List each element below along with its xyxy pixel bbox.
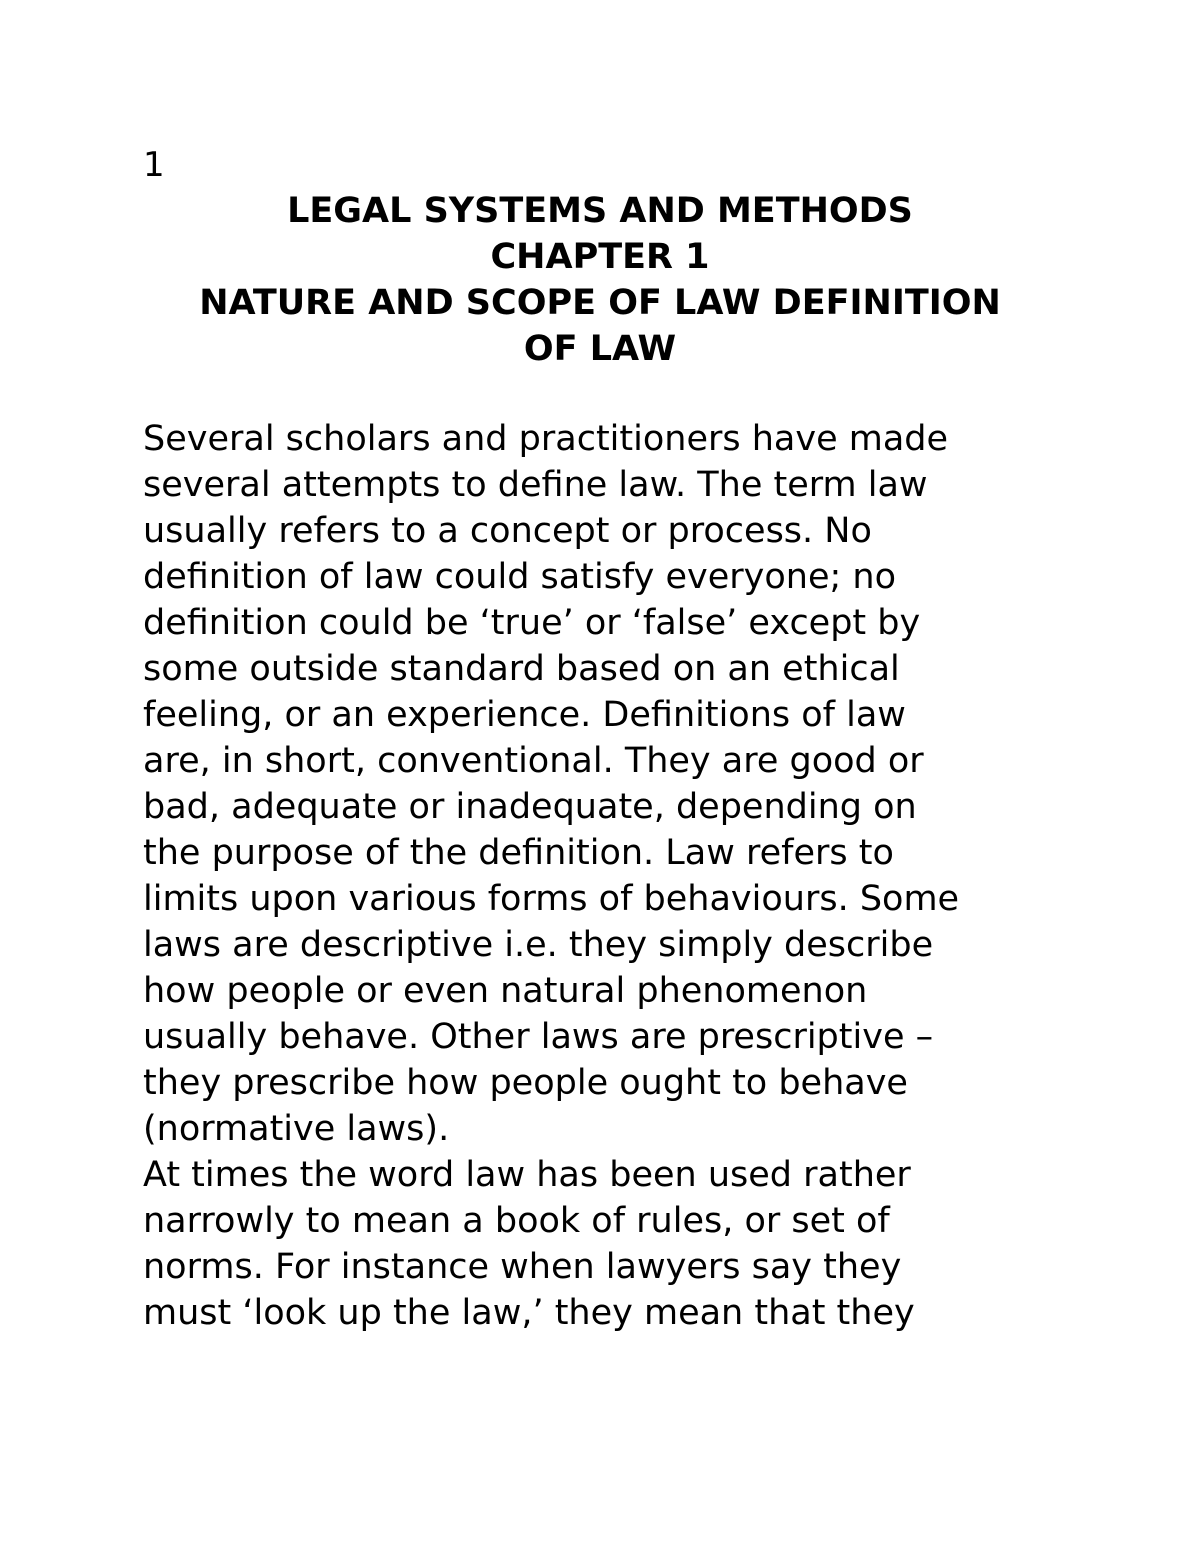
heading-chapter: CHAPTER 1	[490, 237, 710, 277]
body-line: usually behave. Other laws are prescriptive –	[143, 1017, 934, 1057]
body-line: bad, adequate or inadequate, depending on	[143, 787, 917, 827]
body-line: limits upon various forms of behaviours. Some	[143, 879, 960, 919]
heading-subtitle-line-2: OF LAW	[523, 329, 677, 369]
body-line: At times the word law has been used rather	[143, 1155, 911, 1195]
body-line: are, in short, conventional. They are good or	[143, 741, 924, 781]
body-line: definition could be ‘true’ or ‘false’ except by	[143, 603, 921, 643]
body-line: they prescribe how people ought to behave	[143, 1063, 908, 1103]
body-line: Several scholars and practitioners have made	[143, 419, 949, 459]
body-line: how people or even natural phenomenon	[143, 971, 868, 1011]
document-heading	[143, 188, 1057, 372]
body-line: usually refers to a concept or process. No	[143, 511, 872, 551]
body-text	[143, 416, 1078, 1336]
body-line: must ‘look up the law,’ they mean that they	[143, 1293, 915, 1333]
body-line: several attempts to define law. The term law	[143, 465, 928, 505]
body-line: norms. For instance when lawyers say they	[143, 1247, 902, 1287]
body-line: laws are descriptive i.e. they simply describe	[143, 925, 934, 965]
body-line: definition of law could satisfy everyone; no	[143, 557, 896, 597]
page-number: 1	[143, 145, 165, 185]
heading-title: LEGAL SYSTEMS AND METHODS	[287, 191, 913, 231]
body-line: feeling, or an experience. Definitions of law	[143, 695, 906, 735]
heading-subtitle-line-1: NATURE AND SCOPE OF LAW DEFINITION	[199, 283, 1001, 323]
body-line: (normative laws).	[143, 1109, 450, 1149]
body-line: narrowly to mean a book of rules, or set of	[143, 1201, 890, 1241]
body-line: some outside standard based on an ethical	[143, 649, 900, 689]
body-line: the purpose of the definition. Law refers to	[143, 833, 894, 873]
